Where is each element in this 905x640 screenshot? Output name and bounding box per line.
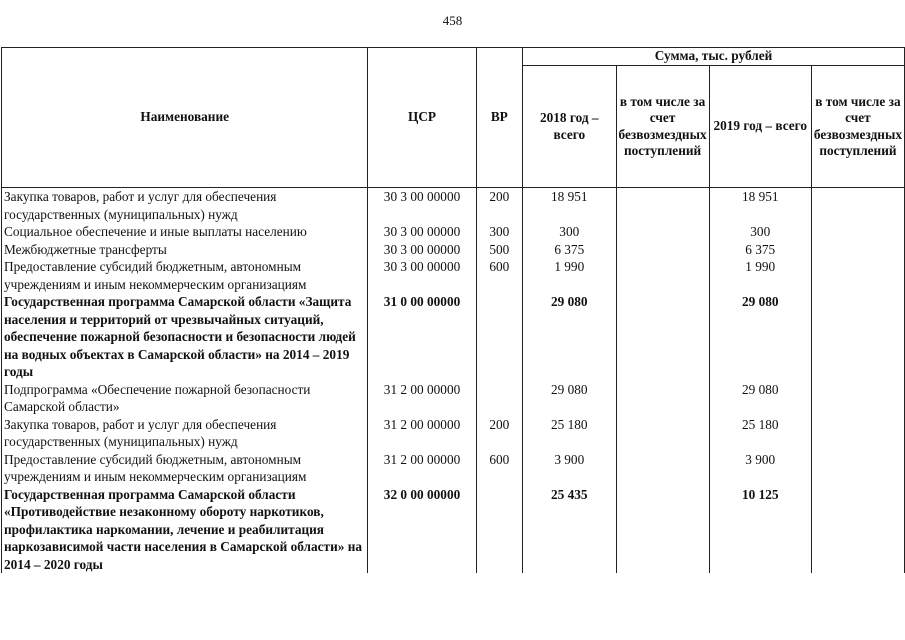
header-name: Наименование xyxy=(2,48,368,188)
table-row xyxy=(2,223,905,241)
cell-vr xyxy=(476,381,522,416)
table-header xyxy=(2,48,905,188)
cell-2018-total: 25 180 xyxy=(523,416,617,451)
cell-2019-total: 300 xyxy=(709,223,811,241)
cell-2019-gratuitous xyxy=(811,451,904,486)
table-row xyxy=(2,188,905,224)
cell-csr: 31 2 00 00000 xyxy=(368,416,476,451)
table-row xyxy=(2,486,905,574)
cell-2019-gratuitous xyxy=(811,381,904,416)
table-row xyxy=(2,451,905,486)
cell-2019-gratuitous xyxy=(811,416,904,451)
cell-csr: 32 0 00 00000 xyxy=(368,486,476,574)
cell-2019-gratuitous xyxy=(811,188,904,224)
cell-2018-gratuitous xyxy=(616,223,709,241)
cell-vr: 500 xyxy=(476,241,522,259)
cell-2019-total: 3 900 xyxy=(709,451,811,486)
cell-2019-total: 25 180 xyxy=(709,416,811,451)
cell-2019-total: 1 990 xyxy=(709,258,811,293)
cell-vr: 200 xyxy=(476,416,522,451)
cell-2019-total: 6 375 xyxy=(709,241,811,259)
cell-2018-total: 3 900 xyxy=(523,451,617,486)
table-row xyxy=(2,293,905,381)
cell-2018-gratuitous xyxy=(616,258,709,293)
cell-name: Государственная программа Самарской области «Противодействие незаконному обороту наркотиков, профилактика наркомании, лечение и реабилитация наркозависимой части населения в Самарской области» на 2014 – 2020 годы xyxy=(2,486,368,574)
cell-csr: 30 3 00 00000 xyxy=(368,241,476,259)
cell-vr: 600 xyxy=(476,258,522,293)
cell-2018-total: 18 951 xyxy=(523,188,617,224)
cell-2019-gratuitous xyxy=(811,293,904,381)
cell-2019-gratuitous xyxy=(811,258,904,293)
cell-2019-gratuitous xyxy=(811,223,904,241)
cell-name: Межбюджетные трансферты xyxy=(2,241,368,259)
cell-2018-gratuitous xyxy=(616,241,709,259)
cell-name: Предоставление субсидий бюджетным, автономным учреждениям и иным некоммерческим организациям xyxy=(2,258,368,293)
header-csr: ЦСР xyxy=(368,48,476,188)
header-2018-gratuitous: в том числе за счет безвозмездных поступлений xyxy=(616,66,709,188)
cell-csr: 31 0 00 00000 xyxy=(368,293,476,381)
cell-csr: 31 2 00 00000 xyxy=(368,451,476,486)
cell-2018-gratuitous xyxy=(616,381,709,416)
budget-table xyxy=(1,47,905,573)
cell-vr: 300 xyxy=(476,223,522,241)
cell-2018-total: 1 990 xyxy=(523,258,617,293)
cell-csr: 30 3 00 00000 xyxy=(368,188,476,224)
table-row xyxy=(2,258,905,293)
cell-name: Закупка товаров, работ и услуг для обеспечения государственных (муниципальных) нужд xyxy=(2,188,368,224)
cell-2019-total: 10 125 xyxy=(709,486,811,574)
cell-vr: 600 xyxy=(476,451,522,486)
cell-csr: 31 2 00 00000 xyxy=(368,381,476,416)
cell-2018-total: 25 435 xyxy=(523,486,617,574)
cell-name: Закупка товаров, работ и услуг для обеспечения государственных (муниципальных) нужд xyxy=(2,416,368,451)
cell-vr xyxy=(476,486,522,574)
cell-csr: 30 3 00 00000 xyxy=(368,223,476,241)
cell-2018-total: 29 080 xyxy=(523,381,617,416)
cell-2018-gratuitous xyxy=(616,486,709,574)
cell-vr: 200 xyxy=(476,188,522,224)
header-2019-gratuitous: в том числе за счет безвозмездных поступлений xyxy=(811,66,904,188)
table-row xyxy=(2,416,905,451)
cell-name: Социальное обеспечение и иные выплаты населению xyxy=(2,223,368,241)
cell-name: Предоставление субсидий бюджетным, автономным учреждениям и иным некоммерческим организациям xyxy=(2,451,368,486)
header-2018-total: 2018 год – всего xyxy=(523,66,617,188)
cell-2018-gratuitous xyxy=(616,188,709,224)
cell-2019-gratuitous xyxy=(811,486,904,574)
cell-name: Государственная программа Самарской области «Защита населения и территорий от чрезвычайных ситуаций, обеспечение пожарной безопасности и безопасности людей на водных объектах в Самарской области» на 2014 – 2019 годы xyxy=(2,293,368,381)
cell-2018-total: 6 375 xyxy=(523,241,617,259)
table-body xyxy=(2,188,905,574)
header-vr: ВР xyxy=(476,48,522,188)
header-sum-group: Сумма, тыс. рублей xyxy=(523,48,905,66)
cell-2018-gratuitous xyxy=(616,293,709,381)
cell-2018-gratuitous xyxy=(616,451,709,486)
cell-2019-total: 18 951 xyxy=(709,188,811,224)
cell-2019-total: 29 080 xyxy=(709,293,811,381)
table-row xyxy=(2,241,905,259)
cell-2018-total: 29 080 xyxy=(523,293,617,381)
cell-2018-gratuitous xyxy=(616,416,709,451)
header-2019-total: 2019 год – всего xyxy=(709,66,811,188)
cell-2018-total: 300 xyxy=(523,223,617,241)
cell-vr xyxy=(476,293,522,381)
page-number: 458 xyxy=(442,13,463,28)
cell-csr: 30 3 00 00000 xyxy=(368,258,476,293)
cell-2019-gratuitous xyxy=(811,241,904,259)
cell-2019-total: 29 080 xyxy=(709,381,811,416)
table-row xyxy=(2,381,905,416)
cell-name: Подпрограмма «Обеспечение пожарной безопасности Самарской области» xyxy=(2,381,368,416)
